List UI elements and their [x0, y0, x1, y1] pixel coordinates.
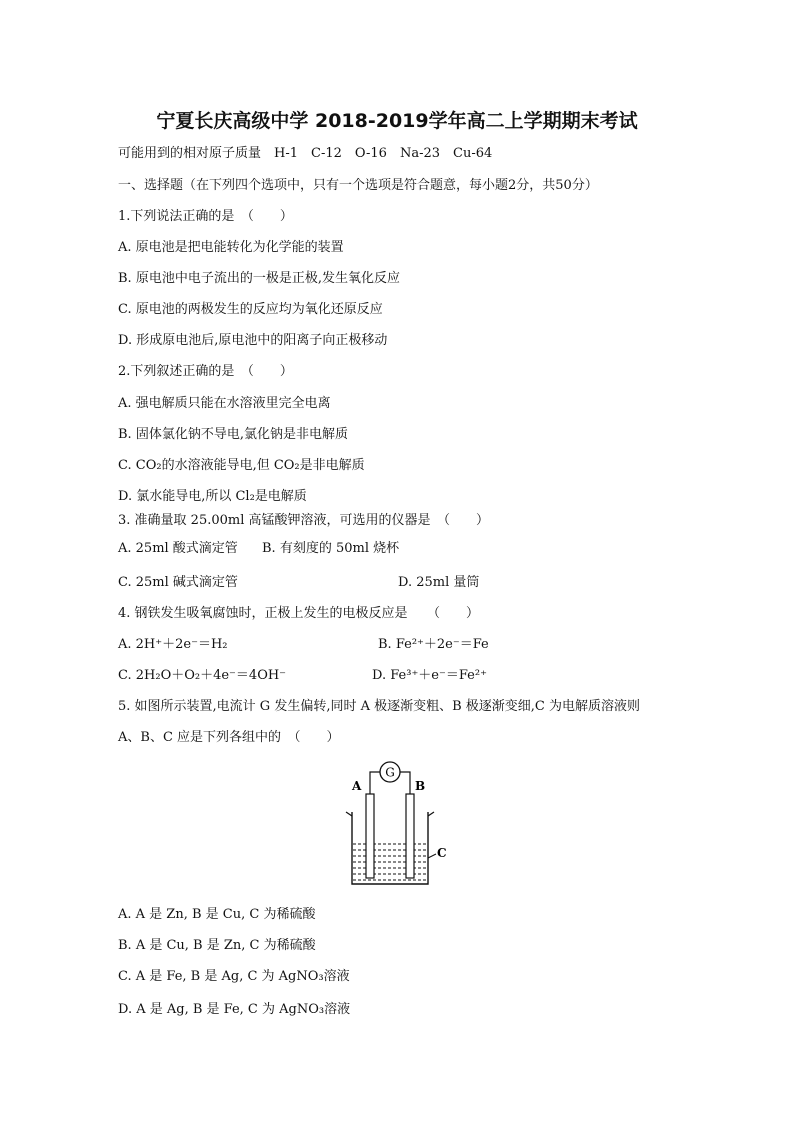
label-b: B: [415, 779, 426, 793]
q3-option-a: A. 25ml 酸式滴定管: [118, 541, 238, 556]
q3-option-b: B. 有刻度的 50ml 烧杯: [262, 541, 400, 556]
q1-stem: 1.下列说法正确的是 （ ）: [118, 209, 293, 224]
q2-option-a: A. 强电解质只能在水溶液里完全电离: [118, 396, 331, 411]
q5-option-d: D. A 是 Ag, B 是 Fe, C 为 AgNO₃溶液: [118, 1002, 351, 1017]
q4-option-d: D. Fe³⁺＋e⁻＝Fe²⁺: [372, 668, 487, 683]
q1-option-c: C. 原电池的两极发生的反应均为氧化还原反应: [118, 302, 383, 317]
q2-option-c: C. CO₂的水溶液能导电,但 CO₂是非电解质: [118, 458, 365, 473]
galvanometer-label: G: [385, 765, 395, 780]
exam-title: 宁夏长庆高级中学 2018-2019学年高二上学期期末考试: [156, 110, 638, 132]
q4-stem: 4. 钢铁发生吸氧腐蚀时，正极上发生的电极反应是 （ ）: [118, 606, 480, 621]
q5-stem-line2: A、B、C 应是下列各组中的 （ ）: [118, 730, 340, 745]
q4-option-c: C. 2H₂O＋O₂＋4e⁻＝4OH⁻: [118, 668, 287, 683]
q5-stem-line1: 5. 如图所示装置,电流计 G 发生偏转,同时 A 极逐渐变粗、B 极逐渐变细,C 为电解质溶液则: [118, 699, 641, 714]
section-heading: 一、选择题（在下列四个选项中，只有一个选项是符合题意，每小题2分，共50分）: [118, 178, 598, 193]
q2-option-d: D. 氯水能导电,所以 Cl₂是电解质: [118, 489, 307, 504]
q4-option-b: B. Fe²⁺＋2e⁻＝Fe: [378, 637, 489, 652]
q1-option-b: B. 原电池中电子流出的一极是正极,发生氧化反应: [118, 271, 400, 286]
q2-stem: 2.下列叙述正确的是 （ ）: [118, 364, 293, 379]
q3-option-d: D. 25ml 量筒: [398, 575, 480, 590]
electrode-a: [366, 794, 374, 878]
galvanic-cell-figure: [338, 758, 458, 890]
label-c: C: [437, 846, 447, 860]
q5-option-b: B. A 是 Cu, B 是 Zn, C 为稀硫酸: [118, 938, 316, 953]
atomic-masses: 可能用到的相对原子质量 H-1 C-12 O-16 Na-23 Cu-64: [118, 146, 493, 161]
q1-option-a: A. 原电池是把电能转化为化学能的装置: [118, 240, 344, 255]
q3-stem: 3. 准确量取 25.00ml 高锰酸钾溶液，可选用的仪器是 （ ）: [118, 513, 490, 528]
electrolyte-solution: [353, 844, 427, 880]
q5-option-c: C. A 是 Fe, B 是 Ag, C 为 AgNO₃溶液: [118, 969, 350, 984]
q2-option-b: B. 固体氯化钠不导电,氯化钠是非电解质: [118, 427, 348, 442]
beaker: [352, 812, 428, 884]
label-a: A: [352, 779, 362, 793]
q3-option-c: C. 25ml 碱式滴定管: [118, 575, 238, 590]
electrode-b: [406, 794, 414, 878]
q5-option-a: A. A 是 Zn, B 是 Cu, C 为稀硫酸: [118, 907, 316, 922]
q1-option-d: D. 形成原电池后,原电池中的阳离子向正极移动: [118, 333, 388, 348]
q4-option-a: A. 2H⁺＋2e⁻＝H₂: [118, 637, 228, 652]
